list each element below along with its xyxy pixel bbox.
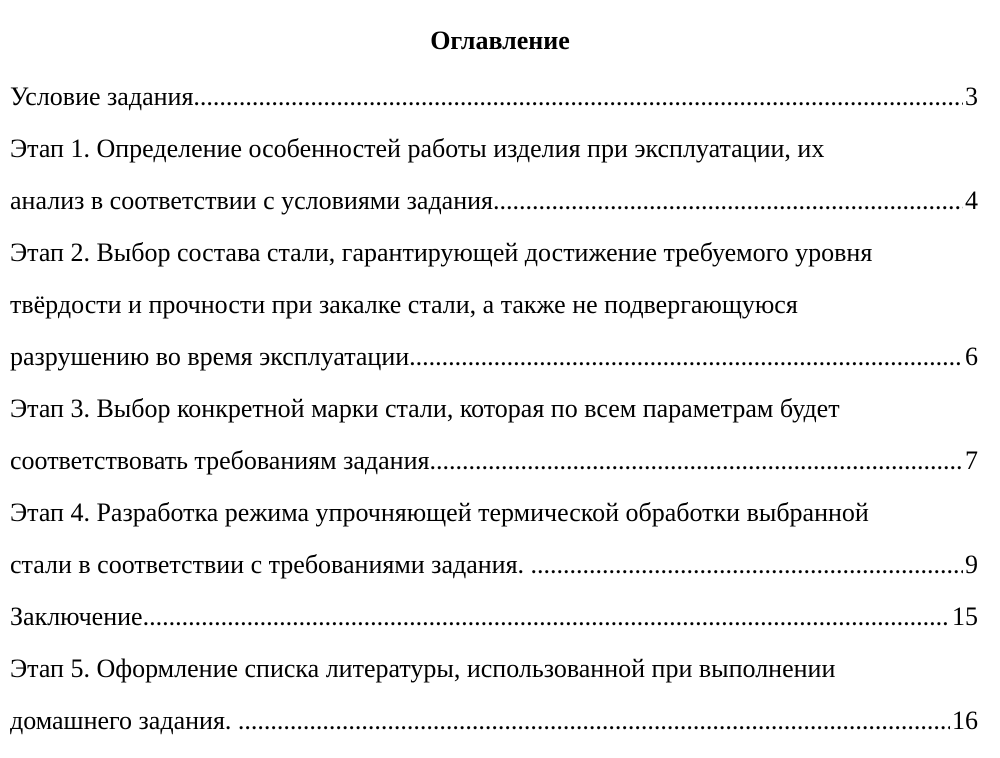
toc-leader-dots xyxy=(531,539,963,591)
toc-page-number: 6 xyxy=(965,342,978,371)
toc-page-number: 15 xyxy=(952,602,978,631)
toc-entry-line xyxy=(10,591,978,643)
toc-title: Оглавление xyxy=(430,26,570,55)
toc-leader-dots xyxy=(416,331,963,383)
toc-leader-dots xyxy=(193,71,963,123)
toc-entry[interactable] xyxy=(10,71,978,123)
toc-entry-line: Этап 1. Определение особенностей работы изделия при эксплуатации, их xyxy=(10,134,825,163)
toc-leader-dots xyxy=(143,591,950,643)
toc-entry-text: домашнего задания. xyxy=(10,706,238,735)
toc-list xyxy=(10,71,978,747)
toc-entry-line: Этап 3. Выбор конкретной марки стали, которая по всем параметрам будет xyxy=(10,394,840,423)
toc-leader-dots xyxy=(500,175,963,227)
toc-page-number: 4 xyxy=(965,186,978,215)
toc-entry[interactable] xyxy=(10,227,978,383)
toc-entry-text: Условие задания xyxy=(10,82,194,111)
toc-entry[interactable] xyxy=(10,123,978,227)
toc-page-number: 16 xyxy=(952,706,978,735)
toc-entry-line: Этап 2. Выбор состава стали, гарантирующей достижение требуемого уровня xyxy=(10,238,873,267)
toc-entry-text: разрушению во время эксплуатации. xyxy=(10,342,416,371)
toc-entry-line xyxy=(10,175,978,227)
toc-page-number: 3 xyxy=(965,82,978,111)
toc-page-number: 9 xyxy=(965,550,978,579)
toc-entry-line: Этап 4. Разработка режима упрочняющей термической обработки выбранной xyxy=(10,498,869,527)
toc-entry-text: Заключение xyxy=(10,602,143,631)
toc-leader-dots xyxy=(436,435,963,487)
toc-entry-line xyxy=(10,71,978,123)
toc-entry-text: соответствовать требованиям задания. xyxy=(10,446,436,475)
toc-entry[interactable] xyxy=(10,487,978,591)
toc-entry-text: анализ в соответствии с условиями задания. xyxy=(10,186,500,215)
toc-entry-line: твёрдости и прочности при закалке стали, а также не подвергающуюся xyxy=(10,290,798,319)
toc-entry-line: Этап 5. Оформление списка литературы, использованной при выполнении xyxy=(10,654,836,683)
toc-entry-line xyxy=(10,539,978,591)
toc-entry-line xyxy=(10,435,978,487)
toc-entry-line xyxy=(10,331,978,383)
toc-entry-line xyxy=(10,695,978,747)
toc-entry[interactable] xyxy=(10,643,978,747)
toc-leader-dots xyxy=(238,695,950,747)
toc-entry[interactable] xyxy=(10,383,978,487)
toc-entry[interactable] xyxy=(10,591,978,643)
toc-entry-text: стали в соответствии с требованиями задания. xyxy=(10,550,531,579)
toc-page-number: 7 xyxy=(965,446,978,475)
